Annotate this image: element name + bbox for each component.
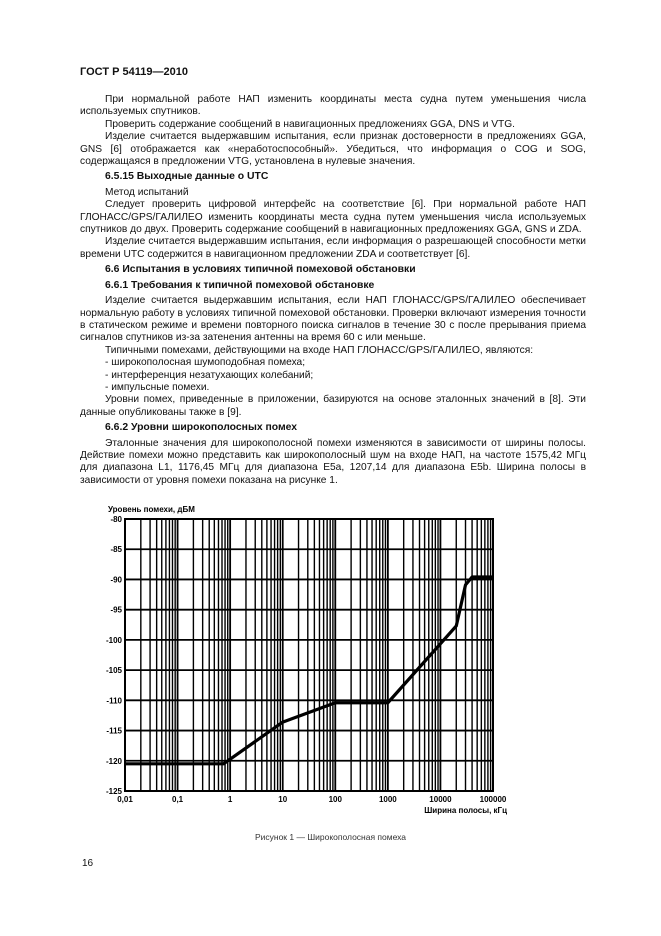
section-heading: 6.6 Испытания в условиях типичной помеховой обстановки bbox=[105, 264, 416, 276]
paragraph: - широкополосная шумоподобная помеха; bbox=[105, 357, 306, 369]
page-number: 16 bbox=[82, 858, 94, 869]
x-tick-label: 1 bbox=[227, 795, 233, 804]
y-tick-label: -95 bbox=[110, 605, 122, 615]
section-heading: 6.6.1 Требования к типичной помеховой обстановке bbox=[105, 279, 375, 291]
section-heading: 6.6.2 Уровни широкополосных помех bbox=[105, 422, 298, 434]
paragraph: Изделие считается выдержавшим испытания, если НАП ГЛОНАСС/GPS/ГАЛИЛЕО обеспечивает нормальную работу в условиях типичной помеховой обстановки. Проверки включают измерения точности в статическом режиме и времени повторного поиска сигналов в течение 30 с после прерывания приема сигналов спутников из-за затенения антенны на время 60 с или меньше. bbox=[80, 295, 586, 344]
section-heading: 6.5.15 Выходные данные о UTC bbox=[105, 171, 269, 183]
y-tick-label: -120 bbox=[105, 756, 122, 766]
figure-caption: Рисунок 1 — Широкополосная помеха bbox=[254, 832, 407, 842]
x-tick-label: 10 bbox=[278, 795, 288, 804]
y-tick-label: -80 bbox=[110, 515, 122, 524]
paragraph: При нормальной работе НАП изменить координаты места судна путем уменьшения числа используемых спутников. bbox=[80, 94, 586, 118]
x-tick-label: 10000 bbox=[429, 795, 452, 804]
paragraph: - импульсные помехи. bbox=[105, 381, 210, 393]
paragraph: Метод испытаний bbox=[105, 186, 189, 198]
x-tick-label: 100000 bbox=[479, 795, 507, 804]
x-tick-label: 0,01 bbox=[117, 795, 133, 804]
paragraph: Типичными помехами, действующими на входе НАП ГЛОНАСС/GPS/ГАЛИЛЕО, являются: bbox=[105, 344, 534, 356]
paragraph: Следует проверить цифровой интерфейс на соответствие [6]. При нормальной работе НАП ГЛОНАСС/GPS/ГАЛИЛЕО изменить координаты места судна путем уменьшения числа используемых спутников до двух. Проверить содержание сообщений в навигационных предложениях GGA, GNS и ZDA. bbox=[80, 199, 586, 236]
x-tick-label: 0,1 bbox=[172, 795, 184, 804]
y-tick-label: -105 bbox=[105, 666, 122, 676]
y-tick-label: -125 bbox=[105, 787, 122, 796]
paragraph: Изделие считается выдержавшим испытания, если информация о разрешающей способности метки времени UTC содержится в навигационном предложении ZDA и соответствует [6]. bbox=[80, 236, 586, 260]
x-tick-label: 100 bbox=[328, 795, 342, 804]
paragraph: Уровни помех, приведенные в приложении, базируются на основе эталонных значений в [8]. Эти данные опубликованы также в [9]. bbox=[80, 394, 586, 418]
y-tick-label: -85 bbox=[110, 545, 122, 555]
paragraph: Изделие считается выдержавшим испытания, если признак достоверности в предложениях GGA, GNS [6] отображается как «неработоспособный». Убедиться, что информация о COG и SOG, содержащаяся в предложении VTG, установлена в нулевые значения. bbox=[80, 131, 586, 168]
x-tick-label: 1000 bbox=[378, 795, 397, 804]
figure-1-chart bbox=[80, 500, 550, 830]
paragraph: Проверить содержание сообщений в навигационных предложениях GGA, DNS и VTG. bbox=[105, 118, 515, 130]
paragraph: - интерференция незатухающих колебаний; bbox=[105, 369, 314, 381]
body-text bbox=[80, 94, 586, 487]
y-axis-label: Уровень помехи, дБМ bbox=[108, 505, 195, 514]
y-tick-label: -90 bbox=[110, 575, 122, 585]
y-tick-label: -110 bbox=[106, 696, 122, 706]
document-header: ГОСТ Р 54119—2010 bbox=[80, 66, 188, 78]
y-tick-label: -100 bbox=[105, 635, 122, 645]
paragraph: Эталонные значения для широкополосной помехи изменяются в зависимости от ширины полосы. Действие помехи можно представить как широкополосный шум на входе НАП, на частоте 1575,42 МГц для диапазона L1, 1176,45 МГц для диапазона E5a, 1207,14 для диапазона E5b. Ширина полосы в зависимости от уровня помехи показана на рисунке 1. bbox=[80, 437, 586, 486]
y-tick-label: -115 bbox=[106, 726, 122, 736]
x-axis-label: Ширина полосы, кГц bbox=[424, 806, 507, 815]
